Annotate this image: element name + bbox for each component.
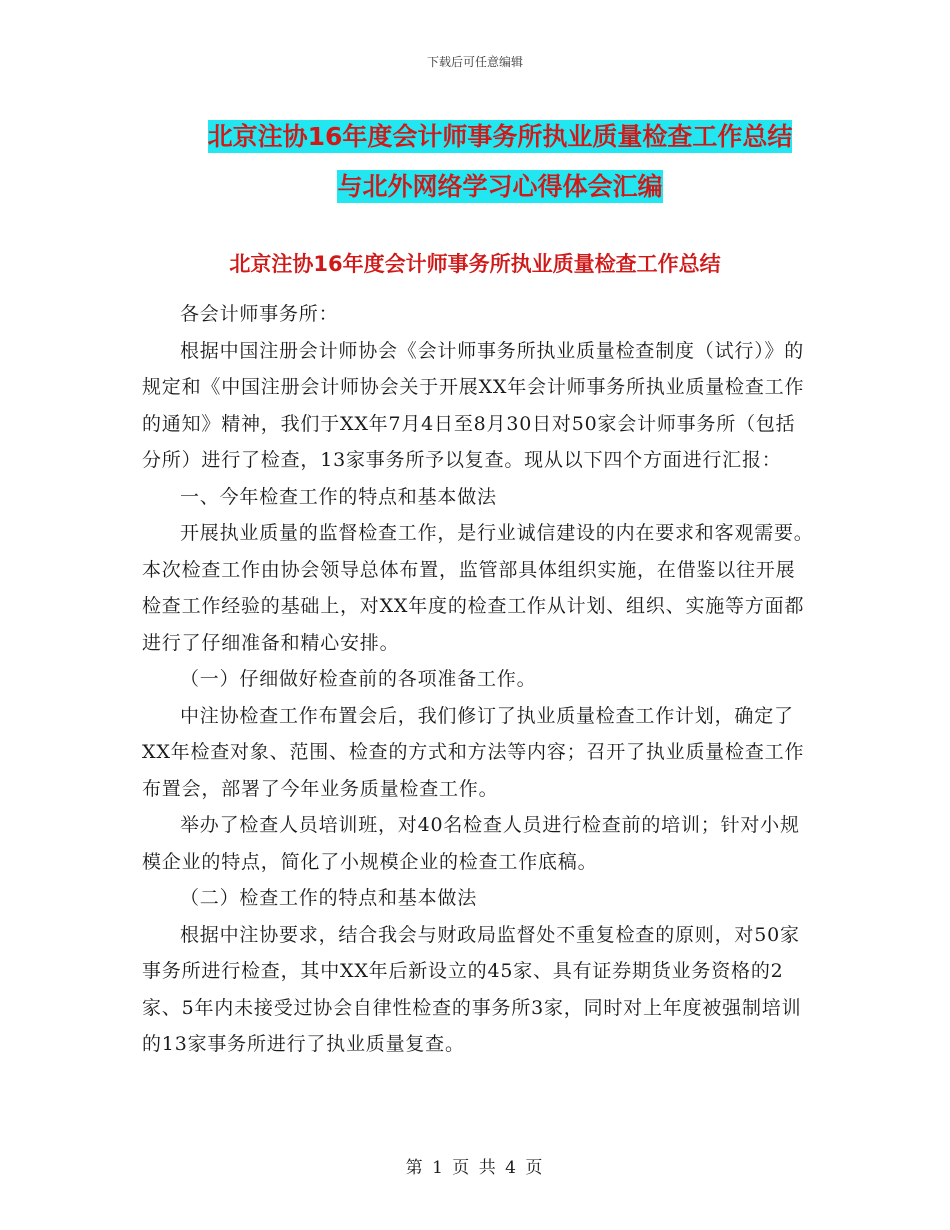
document-title xyxy=(150,112,850,212)
document-body xyxy=(142,296,814,1063)
paragraph: 举办了检查人员培训班，对40名检查人员进行检查前的培训；针对小规模企业的特点，简化了小规模企业的检查工作底稿。 xyxy=(142,814,800,873)
heading-part-one: 一、今年检查工作的特点和基本做法 xyxy=(180,485,497,508)
paragraph: 根据中注协要求，结合我会与财政局监督处不重复检查的原则，对50家事务所进行检查，其中XX年后新设立的45家、具有证券期货业务资格的2家、5年内未接受过协会自律性检查的事务所3家，同时对上年度被强制培训的13家事务所进行了执业质量复查。 xyxy=(142,923,802,1055)
paragraph: 中注协检查工作布置会后，我们修订了执业质量检查工作计划，确定了XX年检查对象、范围、检查的方式和方法等内容；召开了执业质量检查工作布置会，部署了今年业务质量检查工作。 xyxy=(142,704,805,800)
header-note: 下载后可任意编辑 xyxy=(426,55,523,69)
paragraph: 根据中国注册会计师协会《会计师事务所执业质量检查制度（试行）》的规定和《中国注册会计师协会关于开展XX年会计师事务所执业质量检查工作的通知》精神，我们于XX年7月4日至8月30日对50家会计师事务所（包括分所）进行了检查，13家事务所予以复查。现从以下四个方面进行汇报： xyxy=(142,339,805,471)
document-title-line-1: 北京注协16年度会计师事务所执业质量检查工作总结 xyxy=(207,122,793,151)
section-title: 北京注协16年度会计师事务所执业质量检查工作总结 xyxy=(229,252,721,276)
page-number: 第 1 页 共 4 页 xyxy=(405,1158,545,1178)
document-title-line-2: 与北外网络学习心得体会汇编 xyxy=(337,172,663,201)
subheading-one: （一）仔细做好检查前的各项准备工作。 xyxy=(180,668,537,690)
subheading-two: （二）检查工作的特点和基本做法 xyxy=(180,887,478,909)
paragraph: 开展执业质量的监督检查工作，是行业诚信建设的内在要求和客观需要。本次检查工作由协会领导总体布置，监管部具体组织实施，在借鉴以往开展检查工作经验的基础上，对XX年度的检查工作从计划、组织、实施等方面都进行了仔细准备和精心安排。 xyxy=(142,522,814,654)
salutation: 各会计师事务所： xyxy=(180,303,339,325)
